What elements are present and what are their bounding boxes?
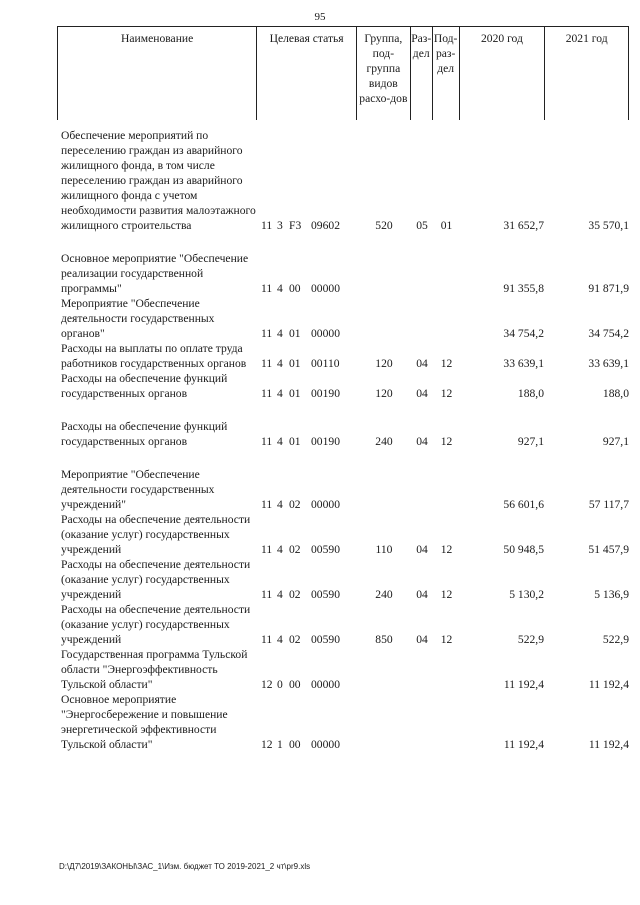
row-group: 850 — [375, 633, 393, 646]
row-target — [257, 542, 357, 557]
row-2020: 11 192,4 — [503, 738, 544, 751]
target-part-t2: 4 — [277, 387, 283, 400]
target-part-t1: 11 — [261, 282, 273, 295]
target-part-t2: 0 — [277, 678, 283, 691]
target-part-t1: 11 — [261, 588, 273, 601]
budget-table — [57, 26, 629, 752]
row-name: Обеспечение мероприятий по переселению граждан из аварийного жилищного фонда, в том числе переселению граждан из аварийного жилищного фонда с учетом необходимости развития малоэтажного жилищного строительства — [61, 129, 256, 232]
target-part-t1: 11 — [261, 435, 273, 448]
row-2021: 11 192,4 — [588, 678, 629, 691]
target-part-t1: 12 — [261, 678, 273, 691]
row-name: Основное мероприятие "Обеспечение реализации государственной программы" — [61, 252, 249, 295]
target-part-t2: 4 — [277, 435, 283, 448]
row-target — [257, 632, 357, 647]
target-part-t1: 11 — [261, 633, 273, 646]
row-group: 120 — [375, 357, 393, 370]
row-razdel: 04 — [416, 357, 428, 370]
row-group: 520 — [375, 219, 393, 232]
target-part-t2: 4 — [277, 543, 283, 556]
row-2021: 188,0 — [602, 387, 629, 400]
row-target — [257, 737, 357, 752]
row-2020: 522,9 — [517, 633, 544, 646]
target-part-t4: 00590 — [311, 543, 340, 556]
target-part-t1: 11 — [261, 357, 273, 370]
row-2020: 11 192,4 — [503, 678, 544, 691]
target-part-t3: 01 — [289, 357, 301, 370]
row-2020: 188,0 — [517, 387, 544, 400]
row-razdel: 04 — [416, 588, 428, 601]
row-2020: 927,1 — [517, 435, 544, 448]
header-target: Целевая статья — [257, 27, 357, 120]
target-part-t4: 00190 — [311, 387, 340, 400]
target-part-t1: 11 — [261, 498, 273, 511]
target-part-t2: 4 — [277, 327, 283, 340]
row-razdel: 05 — [416, 219, 428, 232]
row-razdel: 04 — [416, 543, 428, 556]
row-2021: 522,9 — [602, 633, 629, 646]
row-razdel: 04 — [416, 633, 428, 646]
target-part-t4: 00000 — [311, 738, 340, 751]
target-part-t3: 02 — [289, 588, 301, 601]
target-part-t4: 09602 — [311, 219, 340, 232]
row-target — [257, 326, 357, 341]
table-header — [57, 26, 629, 120]
row-group: 110 — [375, 543, 393, 556]
row-name: Мероприятие "Обеспечение деятельности государственных органов" — [61, 297, 215, 340]
target-part-t3: 01 — [289, 327, 301, 340]
row-2020: 91 355,8 — [503, 282, 544, 295]
target-part-t4: 00000 — [311, 678, 340, 691]
row-2021: 51 457,9 — [588, 543, 629, 556]
row-razdel: 04 — [416, 387, 428, 400]
target-part-t2: 4 — [277, 633, 283, 646]
target-part-t2: 4 — [277, 282, 283, 295]
target-part-t3: 02 — [289, 498, 301, 511]
row-2020: 56 601,6 — [503, 498, 544, 511]
row-2020: 31 652,7 — [503, 219, 544, 232]
row-2021: 927,1 — [602, 435, 629, 448]
row-group: 240 — [375, 588, 393, 601]
row-name: Государственная программа Тульской области "Энергоэффективность Тульской области" — [61, 648, 248, 691]
header-2021: 2021 год — [565, 32, 608, 45]
row-target — [257, 587, 357, 602]
target-part-t1: 11 — [261, 219, 273, 232]
row-2020: 5 130,2 — [509, 588, 544, 601]
row-2021: 33 639,1 — [588, 357, 629, 370]
row-target — [257, 386, 357, 401]
row-target — [257, 434, 357, 449]
row-name: Расходы на обеспечение деятельности (оказание услуг) государственных учреждений — [61, 558, 251, 601]
row-target — [257, 356, 357, 371]
row-podrazdel: 12 — [440, 543, 453, 556]
target-part-t3: 01 — [289, 387, 301, 400]
row-podrazdel: 12 — [440, 357, 453, 370]
table-body — [57, 128, 629, 752]
target-part-t4: 00590 — [311, 588, 340, 601]
row-2021: 35 570,1 — [588, 219, 629, 232]
header-podrazdel: Под-раз-дел — [433, 27, 460, 120]
target-part-t3: F3 — [289, 219, 302, 232]
row-name: Расходы на обеспечение деятельности (оказание услуг) государственных учреждений — [61, 603, 251, 646]
row-name: Расходы на обеспечение деятельности (оказание услуг) государственных учреждений — [61, 513, 251, 556]
target-part-t4: 00190 — [311, 435, 340, 448]
target-part-t4: 00000 — [311, 282, 340, 295]
row-name: Расходы на обеспечение функций государственных органов — [61, 372, 228, 400]
table-row — [57, 251, 629, 296]
row-podrazdel: 12 — [440, 435, 453, 448]
row-group: 240 — [375, 435, 393, 448]
table-row — [57, 467, 629, 512]
table-row — [57, 128, 629, 233]
row-podrazdel: 12 — [440, 588, 453, 601]
header-razdel: Раз-дел — [411, 27, 433, 120]
table-row — [57, 371, 629, 401]
table-row — [57, 692, 629, 752]
target-part-t2: 3 — [277, 219, 283, 232]
target-part-t1: 12 — [261, 738, 273, 751]
row-target — [257, 497, 357, 512]
row-razdel: 04 — [416, 435, 428, 448]
table-row — [57, 557, 629, 602]
row-podrazdel: 12 — [440, 633, 453, 646]
header-name: Наименование — [58, 27, 257, 120]
row-name: Расходы на обеспечение функций государственных органов — [61, 420, 228, 448]
target-part-t3: 02 — [289, 543, 301, 556]
table-row — [57, 647, 629, 692]
row-target — [257, 281, 357, 296]
target-part-t2: 4 — [277, 588, 283, 601]
target-part-t4: 00110 — [311, 357, 340, 370]
row-2020: 34 754,2 — [503, 327, 544, 340]
target-part-t3: 00 — [289, 738, 301, 751]
target-part-t1: 11 — [261, 543, 273, 556]
target-part-t2: 4 — [277, 357, 283, 370]
row-name: Основное мероприятие "Энергосбережение и повышение энергетической эффективности Тульской области" — [61, 693, 228, 751]
table-row — [57, 512, 629, 557]
table-row — [57, 341, 629, 371]
row-target — [257, 218, 357, 233]
target-part-t1: 11 — [261, 387, 273, 400]
target-part-t4: 00590 — [311, 633, 340, 646]
row-2021: 57 117,7 — [588, 498, 629, 511]
row-name: Мероприятие "Обеспечение деятельности государственных учреждений" — [61, 468, 215, 511]
target-part-t3: 02 — [289, 633, 301, 646]
header-group: Группа, под-группа видов расхо-дов — [357, 27, 411, 120]
table-row — [57, 419, 629, 449]
target-part-t2: 4 — [277, 498, 283, 511]
target-part-t3: 00 — [289, 678, 301, 691]
target-part-t2: 1 — [277, 738, 283, 751]
target-part-t3: 00 — [289, 282, 301, 295]
row-group: 120 — [375, 387, 393, 400]
header-2020: 2020 год — [460, 27, 546, 120]
target-part-t3: 01 — [289, 435, 301, 448]
file-path-footer: D:\Д7\2019\ЗАКОНЫ\ЗАС_1\Изм. бюджет ТО 2019-2021_2 чт\pr9.xls — [59, 862, 311, 871]
row-2021: 91 871,9 — [588, 282, 629, 295]
page-number: 95 — [314, 11, 326, 23]
row-target — [257, 677, 357, 692]
table-row — [57, 602, 629, 647]
row-podrazdel: 12 — [440, 387, 453, 400]
row-name: Расходы на выплаты по оплате труда работников государственных органов — [61, 342, 247, 370]
row-2021: 11 192,4 — [588, 738, 629, 751]
row-2021: 34 754,2 — [588, 327, 629, 340]
target-part-t4: 00000 — [311, 498, 340, 511]
target-part-t1: 11 — [261, 327, 273, 340]
table-row — [57, 296, 629, 341]
row-2021: 5 136,9 — [594, 588, 629, 601]
row-2020: 33 639,1 — [503, 357, 544, 370]
row-2020: 50 948,5 — [503, 543, 544, 556]
target-part-t4: 00000 — [311, 327, 340, 340]
row-podrazdel: 01 — [440, 219, 453, 232]
